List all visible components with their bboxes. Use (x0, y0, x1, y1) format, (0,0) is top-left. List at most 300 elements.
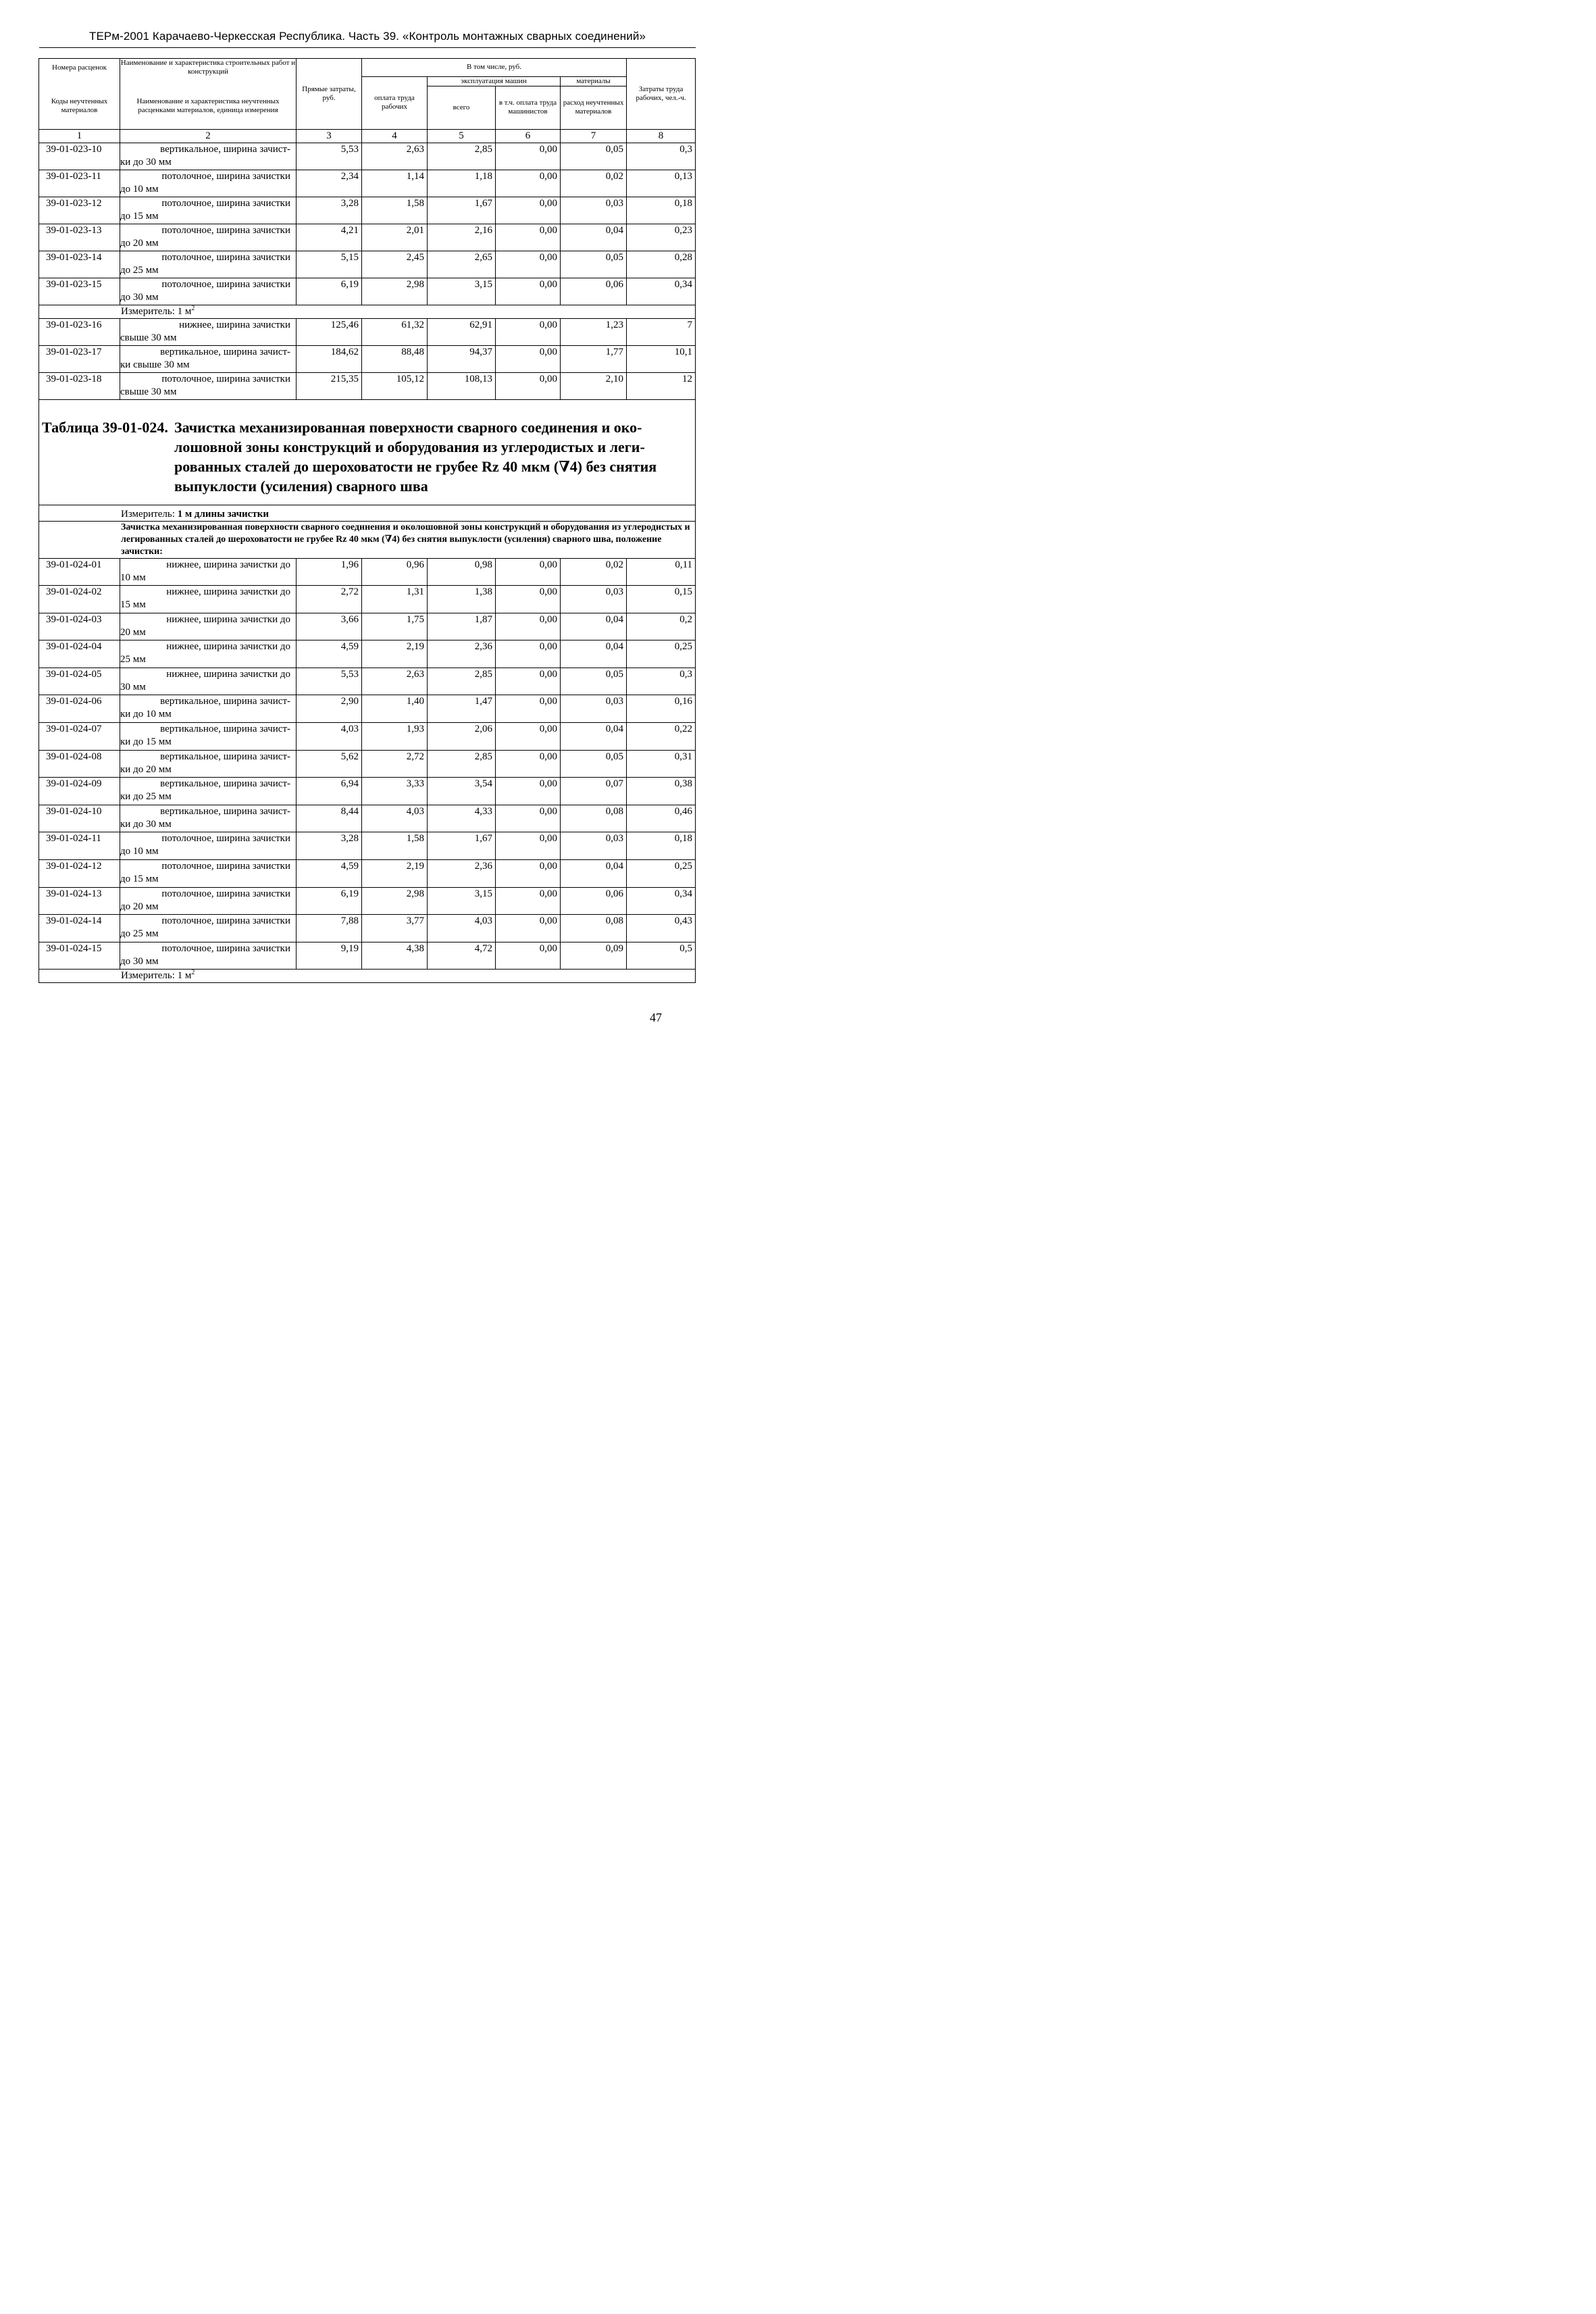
meter-row-024 (39, 970, 696, 983)
direct-costs: 3,28 (297, 197, 362, 224)
header-number: 8 (627, 129, 696, 143)
work-name-line: вертикальное, ширина зачист- (160, 751, 290, 762)
rate-code: 39-01-024-11 (39, 832, 120, 860)
labor-hours: 0,18 (627, 197, 696, 224)
labor-wages: 0,96 (362, 558, 428, 586)
rate-code: 39-01-024-14 (39, 915, 120, 942)
work-name-line: свыше 30 мм (120, 386, 177, 397)
machinist-wages: 0,00 (496, 586, 561, 613)
machinist-wages: 0,00 (496, 251, 561, 278)
page-number: 47 (650, 1011, 662, 1024)
work-name-line: 25 мм (120, 654, 146, 665)
work-name (120, 613, 297, 640)
direct-costs: 7,88 (297, 915, 362, 942)
direct-costs: 5,53 (297, 668, 362, 695)
work-name (120, 805, 297, 832)
labor-wages: 1,58 (362, 197, 428, 224)
rate-code: 39-01-023-18 (39, 372, 120, 399)
material-consumption: 0,03 (561, 832, 627, 860)
machine-total: 94,37 (428, 345, 496, 372)
machine-total: 2,06 (428, 723, 496, 751)
work-name-line: 15 мм (120, 599, 146, 611)
machinist-wages: 0,00 (496, 640, 561, 668)
material-consumption: 0,09 (561, 942, 627, 970)
machine-total: 2,36 (428, 640, 496, 668)
work-name (120, 695, 297, 723)
material-consumption: 0,04 (561, 224, 627, 251)
machine-total: 2,36 (428, 860, 496, 888)
machinist-wages: 0,00 (496, 318, 561, 345)
work-name (120, 668, 297, 695)
rate-code: 39-01-024-12 (39, 860, 120, 888)
material-consumption: 0,05 (561, 143, 627, 170)
work-name (120, 197, 297, 224)
material-consumption: 0,08 (561, 915, 627, 942)
meter-value: 1 м длины зачистки (177, 508, 269, 520)
section-description: Зачистка механизированная поверхности сварного соединения и околошовной зоны конструкций и оборудования из углеродистых и легированных сталей до шероховатости не грубее Rz 40 мкм (∇4) без снятия выпуклости (усиления) сварного шва, положение зачистки: (39, 521, 696, 558)
rate-code: 39-01-024-03 (39, 613, 120, 640)
meter-text: Измеритель: 1 м (121, 970, 192, 982)
direct-costs: 6,19 (297, 278, 362, 305)
labor-wages: 1,40 (362, 695, 428, 723)
machine-total: 62,91 (428, 318, 496, 345)
meter-row (39, 970, 696, 983)
rate-code: 39-01-024-13 (39, 887, 120, 915)
work-name (120, 170, 297, 197)
work-name-line: нижнее, ширина зачистки до (166, 559, 290, 570)
labor-wages: 3,33 (362, 778, 428, 805)
labor-hours: 0,34 (627, 887, 696, 915)
labor-wages: 2,72 (362, 750, 428, 778)
header-number: 5 (428, 129, 496, 143)
work-name-line: до 25 мм (120, 264, 159, 276)
direct-costs: 2,72 (297, 586, 362, 613)
machinist-wages: 0,00 (496, 778, 561, 805)
work-name-line: до 20 мм (120, 901, 159, 912)
direct-costs: 9,19 (297, 942, 362, 970)
machine-total: 4,33 (428, 805, 496, 832)
machine-total: 3,15 (428, 278, 496, 305)
header-col8: Затраты труда рабочих, чел.-ч. (627, 59, 696, 130)
work-name-line: ки до 15 мм (120, 736, 172, 748)
work-name-line: ки до 30 мм (120, 156, 172, 168)
machine-total: 1,18 (428, 170, 496, 197)
material-consumption: 0,04 (561, 723, 627, 751)
rate-code: 39-01-023-17 (39, 345, 120, 372)
header-col2-top: Наименование и характеристика строительных работ и конструкций (120, 59, 296, 76)
machine-total: 1,67 (428, 832, 496, 860)
direct-costs: 4,21 (297, 224, 362, 251)
table-row (39, 805, 696, 832)
table-title-section (39, 399, 696, 558)
machinist-wages: 0,00 (496, 750, 561, 778)
material-consumption: 0,04 (561, 613, 627, 640)
work-name-line: ки до 10 мм (120, 709, 172, 720)
table-title-line: Зачистка механизированная поверхности сварного соединения и око- (174, 418, 642, 436)
material-consumption: 0,05 (561, 251, 627, 278)
machine-total: 108,13 (428, 372, 496, 399)
table-row (39, 613, 696, 640)
work-name-line: потолочное, ширина зачистки (161, 915, 290, 927)
machinist-wages: 0,00 (496, 723, 561, 751)
header-col3: Прямые затраты, руб. (297, 59, 362, 130)
labor-hours: 0,3 (627, 668, 696, 695)
table-row (39, 143, 696, 170)
machine-total: 4,03 (428, 915, 496, 942)
machinist-wages: 0,00 (496, 942, 561, 970)
work-name-line: до 15 мм (120, 210, 159, 222)
material-consumption: 0,03 (561, 197, 627, 224)
machine-total: 2,85 (428, 143, 496, 170)
labor-wages: 2,01 (362, 224, 428, 251)
material-consumption: 0,05 (561, 668, 627, 695)
rate-code: 39-01-024-05 (39, 668, 120, 695)
table-title (39, 399, 696, 505)
machinist-wages: 0,00 (496, 860, 561, 888)
work-name-line: нижнее, ширина зачистки до (166, 613, 290, 625)
machinist-wages: 0,00 (496, 832, 561, 860)
labor-hours: 0,25 (627, 640, 696, 668)
table-row (39, 558, 696, 586)
work-name-line: вертикальное, ширина зачист- (160, 805, 290, 817)
labor-wages: 1,14 (362, 170, 428, 197)
machine-total: 2,85 (428, 750, 496, 778)
material-consumption: 0,08 (561, 805, 627, 832)
labor-hours: 0,28 (627, 251, 696, 278)
direct-costs: 3,28 (297, 832, 362, 860)
machinist-wages: 0,00 (496, 695, 561, 723)
work-name (120, 942, 297, 970)
work-name (120, 345, 297, 372)
material-consumption: 0,04 (561, 640, 627, 668)
work-name (120, 723, 297, 751)
material-consumption: 0,04 (561, 860, 627, 888)
rate-code: 39-01-024-04 (39, 640, 120, 668)
labor-wages: 4,38 (362, 942, 428, 970)
labor-wages: 2,45 (362, 251, 428, 278)
material-consumption: 0,07 (561, 778, 627, 805)
work-name (120, 372, 297, 399)
work-name (120, 915, 297, 942)
rows-group-023a (39, 143, 696, 305)
machine-total: 3,54 (428, 778, 496, 805)
machinist-wages: 0,00 (496, 224, 561, 251)
machine-total: 1,67 (428, 197, 496, 224)
machine-total: 4,72 (428, 942, 496, 970)
machine-total: 2,16 (428, 224, 496, 251)
labor-wages: 61,32 (362, 318, 428, 345)
table-row (39, 197, 696, 224)
labor-hours: 0,31 (627, 750, 696, 778)
work-name (120, 586, 297, 613)
rate-code: 39-01-024-06 (39, 695, 120, 723)
rows-group-023b (39, 318, 696, 399)
meter-row (39, 305, 696, 318)
direct-costs: 6,94 (297, 778, 362, 805)
header-col1-bottom: Коды неучтенных материалов (39, 76, 120, 129)
labor-wages: 4,03 (362, 805, 428, 832)
table-row (39, 586, 696, 613)
table-row (39, 224, 696, 251)
machine-total: 3,15 (428, 887, 496, 915)
table-title-label: Таблица 39-01-024. (42, 418, 168, 436)
work-name-line: до 25 мм (120, 928, 159, 940)
machinist-wages: 0,00 (496, 143, 561, 170)
rate-code: 39-01-023-13 (39, 224, 120, 251)
machinist-wages: 0,00 (496, 345, 561, 372)
rate-code: 39-01-024-01 (39, 558, 120, 586)
direct-costs: 5,62 (297, 750, 362, 778)
machinist-wages: 0,00 (496, 170, 561, 197)
work-name-line: потолочное, ширина зачистки (161, 278, 290, 290)
work-name-line: ки до 20 мм (120, 763, 172, 775)
machinist-wages: 0,00 (496, 887, 561, 915)
machinist-wages: 0,00 (496, 613, 561, 640)
work-name-line: потолочное, ширина зачистки (161, 833, 290, 845)
machinist-wages: 0,00 (496, 372, 561, 399)
work-name-line: нижнее, ширина зачистки до (166, 641, 290, 653)
work-name-line: ки свыше 30 мм (120, 359, 190, 370)
labor-hours: 0,11 (627, 558, 696, 586)
header-col2-bottom: Наименование и характеристика неучтенных расценками материалов, единица измерения (120, 76, 297, 129)
work-name (120, 558, 297, 586)
work-name (120, 778, 297, 805)
material-consumption: 2,10 (561, 372, 627, 399)
labor-hours: 0,15 (627, 586, 696, 613)
material-consumption: 0,03 (561, 586, 627, 613)
labor-wages: 105,12 (362, 372, 428, 399)
direct-costs: 2,34 (297, 170, 362, 197)
table-row (39, 832, 696, 860)
table-title-line: лошовной зоны конструкций и оборудования из углеродистых и леги- (174, 438, 645, 455)
header-numbers (39, 129, 696, 143)
machine-total: 1,38 (428, 586, 496, 613)
work-name-line: до 10 мм (120, 846, 159, 857)
labor-hours: 0,34 (627, 278, 696, 305)
labor-wages: 2,98 (362, 887, 428, 915)
material-consumption: 0,06 (561, 887, 627, 915)
work-name-line: вертикальное, ширина зачист- (160, 724, 290, 735)
labor-hours: 0,3 (627, 143, 696, 170)
direct-costs: 4,03 (297, 723, 362, 751)
work-name (120, 318, 297, 345)
meter-row (39, 505, 696, 521)
header-number: 4 (362, 129, 428, 143)
rate-code: 39-01-024-15 (39, 942, 120, 970)
work-name-line: вертикальное, ширина зачист- (160, 346, 290, 357)
labor-wages: 2,19 (362, 860, 428, 888)
direct-costs: 1,96 (297, 558, 362, 586)
direct-costs: 4,59 (297, 640, 362, 668)
meter-text: Измеритель: 1 м (121, 305, 192, 317)
work-name-line: до 30 мм (120, 955, 159, 967)
table-row (39, 887, 696, 915)
table-row (39, 915, 696, 942)
machinist-wages: 0,00 (496, 668, 561, 695)
work-name-line: потолочное, ширина зачистки (161, 373, 290, 384)
material-consumption: 1,77 (561, 345, 627, 372)
rate-code: 39-01-023-10 (39, 143, 120, 170)
work-name-line: потолочное, ширина зачистки (161, 170, 290, 182)
machine-total: 1,47 (428, 695, 496, 723)
running-title: ТЕРм-2001 Карачаево-Черкесская Республика. Часть 39. «Контроль монтажных сварных соединений» (88, 30, 646, 43)
labor-hours: 0,16 (627, 695, 696, 723)
rate-code: 39-01-023-16 (39, 318, 120, 345)
machinist-wages: 0,00 (496, 278, 561, 305)
labor-hours: 0,25 (627, 860, 696, 888)
header-materials: материалы (561, 76, 627, 86)
work-name (120, 887, 297, 915)
labor-wages: 88,48 (362, 345, 428, 372)
work-name-line: вертикальное, ширина зачист- (160, 696, 290, 707)
table-row (39, 695, 696, 723)
table-row (39, 860, 696, 888)
work-name-line: потолочное, ширина зачистки (161, 197, 290, 209)
machine-total: 2,85 (428, 668, 496, 695)
rate-code: 39-01-023-14 (39, 251, 120, 278)
material-consumption: 0,05 (561, 750, 627, 778)
work-name-line: вертикальное, ширина зачист- (160, 143, 290, 155)
work-name (120, 832, 297, 860)
labor-hours: 0,38 (627, 778, 696, 805)
meter-superscript: 2 (191, 969, 195, 977)
work-name-line: ки до 25 мм (120, 791, 172, 803)
machine-total: 1,87 (428, 613, 496, 640)
work-name-line: до 15 мм (120, 874, 159, 885)
direct-costs: 3,66 (297, 613, 362, 640)
material-consumption: 1,23 (561, 318, 627, 345)
labor-hours: 0,22 (627, 723, 696, 751)
labor-hours: 10,1 (627, 345, 696, 372)
labor-wages: 1,31 (362, 586, 428, 613)
table-row (39, 668, 696, 695)
header-number: 1 (39, 129, 120, 143)
header-machines: эксплуатация машин (428, 76, 561, 86)
direct-costs: 184,62 (297, 345, 362, 372)
rate-code: 39-01-023-15 (39, 278, 120, 305)
rate-code: 39-01-023-12 (39, 197, 120, 224)
direct-costs: 215,35 (297, 372, 362, 399)
direct-costs: 5,15 (297, 251, 362, 278)
work-name-line: вертикальное, ширина зачист- (160, 778, 290, 790)
work-name (120, 224, 297, 251)
table-row (39, 278, 696, 305)
labor-hours: 0,13 (627, 170, 696, 197)
rate-code: 39-01-024-02 (39, 586, 120, 613)
rate-code: 39-01-024-09 (39, 778, 120, 805)
work-name-line: потолочное, ширина зачистки (161, 888, 290, 899)
machinist-wages: 0,00 (496, 558, 561, 586)
header-col7: расход неучтенных материалов (561, 86, 627, 129)
work-name-line: потолочное, ширина зачистки (161, 251, 290, 263)
labor-wages: 2,63 (362, 668, 428, 695)
header-number: 2 (120, 129, 297, 143)
work-name (120, 251, 297, 278)
labor-wages: 1,75 (362, 613, 428, 640)
header-col6: в т.ч. оплата труда машинистов (496, 86, 561, 129)
labor-wages: 2,98 (362, 278, 428, 305)
work-name-line: потолочное, ширина зачистки (161, 942, 290, 954)
work-name (120, 143, 297, 170)
work-name (120, 278, 297, 305)
work-name-line: ки до 30 мм (120, 818, 172, 830)
table-row (39, 345, 696, 372)
direct-costs: 8,44 (297, 805, 362, 832)
rate-code: 39-01-024-10 (39, 805, 120, 832)
machinist-wages: 0,00 (496, 915, 561, 942)
work-name-line: 30 мм (120, 681, 146, 693)
work-name-line: потолочное, ширина зачистки (161, 861, 290, 872)
labor-wages: 1,93 (362, 723, 428, 751)
labor-hours: 0,2 (627, 613, 696, 640)
direct-costs: 5,53 (297, 143, 362, 170)
table-row (39, 251, 696, 278)
labor-hours: 7 (627, 318, 696, 345)
table-row (39, 640, 696, 668)
labor-hours: 0,5 (627, 942, 696, 970)
meter-row-023 (39, 305, 696, 318)
labor-wages: 3,77 (362, 915, 428, 942)
material-consumption: 0,06 (561, 278, 627, 305)
material-consumption: 0,02 (561, 170, 627, 197)
work-name-line: нижнее, ширина зачистки до (166, 586, 290, 598)
material-consumption: 0,03 (561, 695, 627, 723)
labor-wages: 1,58 (362, 832, 428, 860)
direct-costs: 125,46 (297, 318, 362, 345)
table-row (39, 318, 696, 345)
labor-hours: 0,23 (627, 224, 696, 251)
table-row (39, 170, 696, 197)
header-col5: всего (428, 86, 496, 129)
work-name (120, 750, 297, 778)
work-name-line: до 30 мм (120, 291, 159, 303)
work-name-line: нижнее, ширина зачистки до (166, 668, 290, 680)
rates-table (38, 58, 696, 983)
table-header (39, 59, 696, 143)
meter-prefix: Измеритель: (121, 508, 178, 520)
table-row (39, 723, 696, 751)
title-rule (39, 47, 696, 48)
work-name-line: нижнее, ширина зачистки (179, 319, 290, 330)
header-number: 6 (496, 129, 561, 143)
work-name-line: свыше 30 мм (120, 332, 177, 343)
header-number: 3 (297, 129, 362, 143)
meter-superscript: 2 (191, 304, 195, 312)
work-name (120, 860, 297, 888)
direct-costs: 6,19 (297, 887, 362, 915)
work-name-line: до 20 мм (120, 237, 159, 249)
table-title-line: выпуклости (усиления) сварного шва (174, 477, 428, 495)
material-consumption: 0,02 (561, 558, 627, 586)
machinist-wages: 0,00 (496, 197, 561, 224)
labor-hours: 0,46 (627, 805, 696, 832)
labor-hours: 0,43 (627, 915, 696, 942)
direct-costs: 2,90 (297, 695, 362, 723)
rows-group-024 (39, 558, 696, 970)
table-row (39, 942, 696, 970)
machine-total: 0,98 (428, 558, 496, 586)
rate-code: 39-01-024-07 (39, 723, 120, 751)
header-in-total: В том числе, руб. (362, 59, 627, 77)
labor-wages: 2,63 (362, 143, 428, 170)
header-number: 7 (561, 129, 627, 143)
labor-wages: 2,19 (362, 640, 428, 668)
table-row (39, 778, 696, 805)
machinist-wages: 0,00 (496, 805, 561, 832)
rate-code: 39-01-024-08 (39, 750, 120, 778)
work-name-line: 10 мм (120, 572, 146, 583)
table-title-line: рованных сталей до шероховатости не грубее Rz 40 мкм (∇4) без снятия (174, 457, 657, 475)
